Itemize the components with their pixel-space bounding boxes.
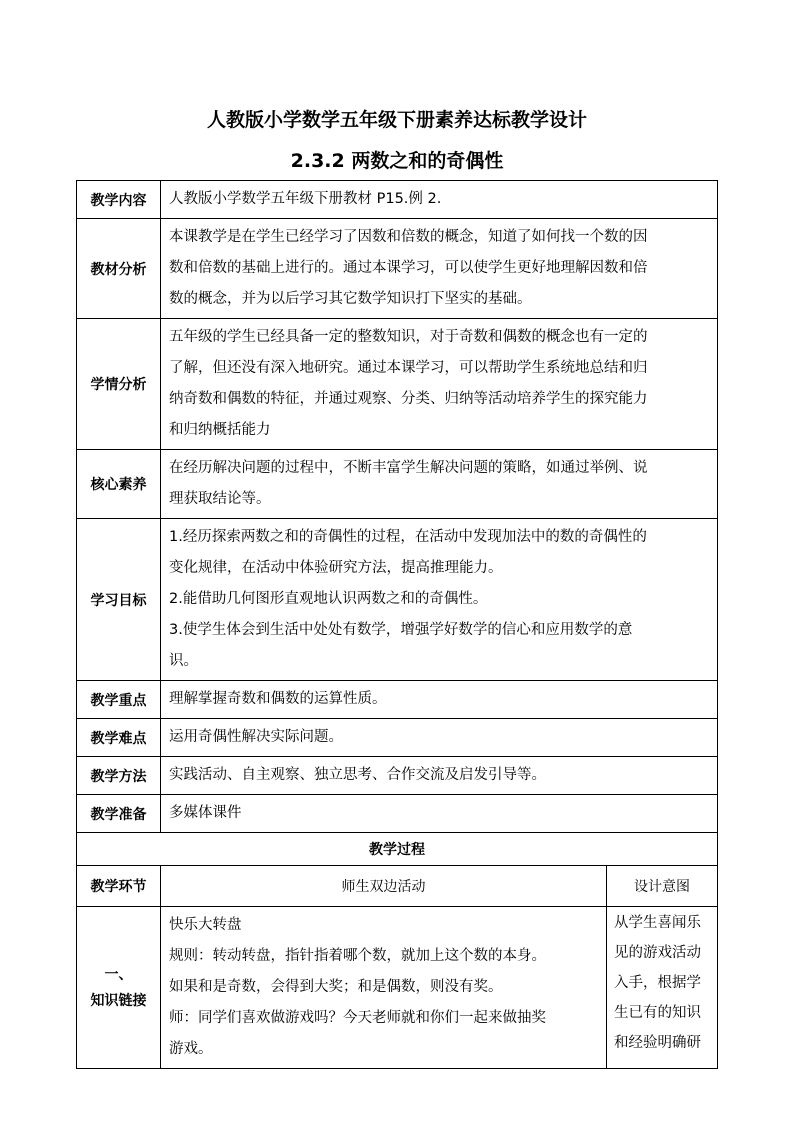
lesson-plan-table: [76, 180, 718, 1069]
row-content: 运用奇偶性解决实际问题。: [161, 719, 718, 757]
row-content: 五年级的学生已经具备一定的整数知识，对于奇数和偶数的概念也有一定的 了解，但还没有深入地研究。通过本课学习，可以帮助学生系统地总结和归 纳奇数和偶数的特征，并通过观察、分类、归纳等活动培养学生的探究能力 和归纳概括能力: [161, 319, 718, 450]
row-content: 在经历解决问题的过程中，不断丰富学生解决问题的策略，如通过举例、说 理获取结论等。: [161, 450, 718, 519]
row-label: 教学难点: [77, 719, 161, 757]
activity-cell: 快乐大转盘 规则：转动转盘，指针指着哪个数，就加上这个数的本身。 如果和是奇数，会得到大奖；和是偶数，则没有奖。 师：同学们喜欢做游戏吗？今天老师就和你们一起来做抽奖 游戏。: [161, 907, 607, 1069]
row-methods: [77, 757, 718, 795]
row-label: 学情分析: [77, 319, 161, 450]
row-learning-goals: [77, 519, 718, 681]
row-label: 学习目标: [77, 519, 161, 681]
row-label: 教学方法: [77, 757, 161, 795]
row-textbook-analysis: [77, 219, 718, 319]
row-difficulties: [77, 719, 718, 757]
row-content: 多媒体课件: [161, 795, 718, 833]
stage-name: 知识链接: [90, 992, 147, 1009]
process-stage-row: [77, 907, 718, 1069]
row-label: 教学重点: [77, 681, 161, 719]
process-heading: 教学过程: [77, 833, 718, 866]
row-label: 教学内容: [77, 181, 161, 219]
row-teaching-content: [77, 181, 718, 219]
process-heading-row: [77, 833, 718, 866]
row-key-points: [77, 681, 718, 719]
col-header-stage: 教学环节: [77, 866, 161, 907]
row-content: 人教版小学数学五年级下册教材 P15.例 2.: [161, 181, 718, 219]
row-student-analysis: [77, 319, 718, 450]
row-core-literacy: [77, 450, 718, 519]
lesson-title: 2.3.2 两数之和的奇偶性: [290, 150, 504, 172]
row-preparation: [77, 795, 718, 833]
row-label: 核心素养: [77, 450, 161, 519]
row-content: 本课教学是在学生已经学习了因数和倍数的概念，知道了如何找一个数的因 数和倍数的基础上进行的。通过本课学习，可以使学生更好地理解因数和倍 数的概念，并为以后学习其它数学知识打下坚实的基础。: [161, 219, 718, 319]
row-content: 理解掌握奇数和偶数的运算性质。: [161, 681, 718, 719]
document-title: 人教版小学数学五年级下册素养达标教学设计: [206, 109, 587, 131]
col-header-intent: 设计意图: [607, 866, 718, 907]
row-content: 实践活动、自主观察、独立思考、合作交流及启发引导等。: [161, 757, 718, 795]
row-label: 教学准备: [77, 795, 161, 833]
row-label: 教材分析: [77, 219, 161, 319]
col-header-activity: 师生双边活动: [161, 866, 607, 907]
stage-number: 一、: [104, 966, 133, 983]
intent-cell: 从学生喜闻乐 见的游戏活动 入手，根据学 生已有的知识 和经验明确研: [607, 907, 718, 1069]
row-content: 1.经历探索两数之和的奇偶性的过程，在活动中发现加法中的数的奇偶性的 变化规律，在活动中体验研究方法，提高推理能力。 2.能借助几何图形直观地认识两数之和的奇偶性。 3.使学生体会到生活中处处有数学，增强学好数学的信心和应用数学的意 识。: [161, 519, 718, 681]
stage-cell: [77, 907, 161, 1069]
process-column-header-row: [77, 866, 718, 907]
